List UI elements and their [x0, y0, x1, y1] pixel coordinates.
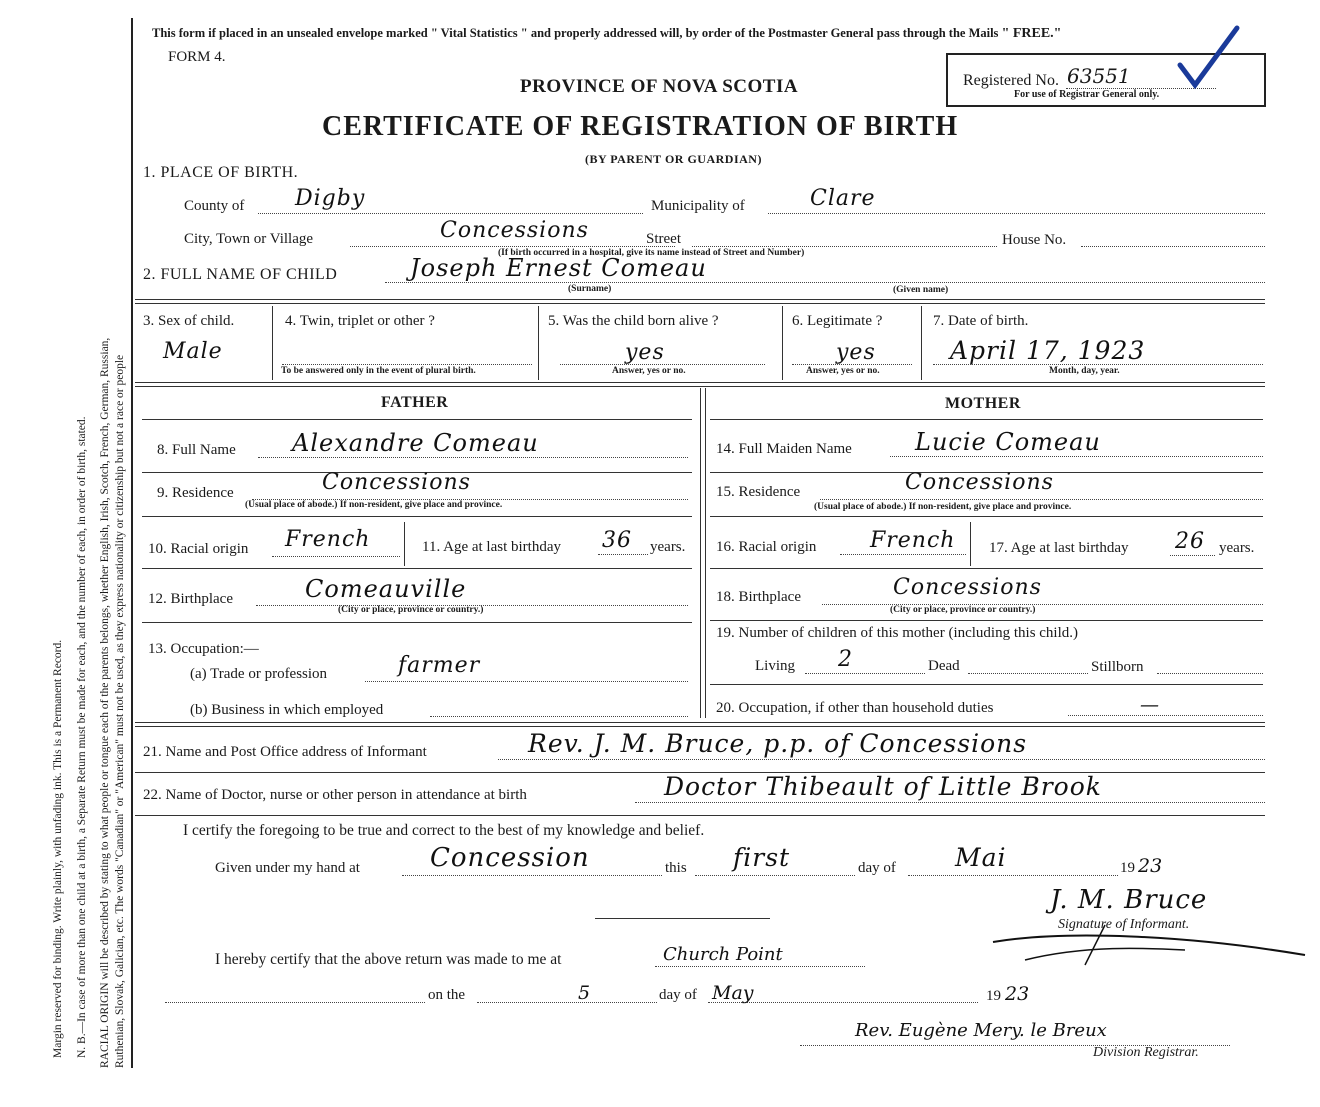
year-value: 23	[1138, 855, 1163, 877]
twin-note: To be answered only in the event of plural birth.	[281, 366, 476, 376]
mother-residence-label: 15. Residence	[716, 484, 801, 500]
on-the-value: 5	[578, 982, 591, 1004]
father-trade-label: (a) Trade or profession	[190, 666, 328, 682]
father-residence-note: (Usual place of abode.) If non-resident, give place and province.	[245, 500, 503, 510]
registered-number: 63551	[1067, 64, 1131, 88]
legitimate-note: Answer, yes or no.	[806, 366, 880, 376]
city-value: Concessions	[440, 218, 589, 243]
surname-note: (Surname)	[568, 284, 612, 294]
mother-race-label: 16. Racial origin	[716, 539, 817, 555]
margin-note-multiple-births: N. B.—In case of more than one child at a birth, a Separate Return must be made for each, and the number of each, in order of birth, stated.	[76, 416, 88, 1058]
father-race-label: 10. Racial origin	[148, 541, 249, 557]
alive-label: 5. Was the child born alive ?	[548, 313, 719, 329]
margin-rule	[131, 18, 133, 1068]
mother-age-label: 17. Age at last birthday	[989, 540, 1129, 556]
dead-label: Dead	[928, 658, 960, 674]
mother-occupation-label: 20. Occupation, if other than household duties	[716, 700, 994, 716]
legitimate-value: yes	[836, 340, 876, 365]
registrar-day-label: day of	[659, 987, 697, 1003]
registrar-signature: Rev. Eugène Mery. le Breux	[855, 1020, 1107, 1041]
county-value: Digby	[295, 186, 366, 211]
place-heading: 1. PLACE OF BIRTH.	[143, 164, 299, 181]
father-occupation-label: 13. Occupation:—	[148, 641, 259, 657]
margin-note-racial-origin-2: Ruthenian, Slovak, Galician, etc. The words "Canadian" or "American" must not be used, as they express nationality or citizenship but not a race or people	[114, 354, 126, 1068]
doctor-value: Doctor Thibeault of Little Brook	[664, 772, 1102, 801]
father-birthplace-value: Comeauville	[305, 575, 467, 603]
given-label: Given under my hand at	[215, 860, 360, 876]
dob-label: 7. Date of birth.	[933, 313, 1029, 329]
living-value: 2	[838, 647, 853, 672]
living-label: Living	[755, 658, 795, 674]
margin-note-racial-origin: RACIAL ORIGIN will be described by stating to what people or tongue each of the parents belongs, whether English, Irish, Scotch, French, German, Russian,	[99, 337, 111, 1068]
day-of-label: day of	[858, 860, 896, 876]
father-birthplace-label: 12. Birthplace	[148, 591, 233, 607]
doctor-label: 22. Name of Doctor, nurse or other person in attendance at birth	[143, 787, 527, 803]
margin-note-binding: Margin reserved for binding. Write plainly, with unfading ink. This is a Permanent Record.	[52, 639, 64, 1058]
division-registrar-label: Division Registrar.	[1093, 1045, 1199, 1060]
father-business-label: (b) Business in which employed	[190, 702, 384, 718]
sex-label: 3. Sex of child.	[143, 313, 235, 329]
dob-note: Month, day, year.	[1049, 366, 1120, 376]
father-residence-label: 9. Residence	[157, 485, 234, 501]
father-heading: FATHER	[381, 394, 449, 411]
father-name-value: Alexandre Comeau	[292, 429, 539, 457]
informant-value: Rev. J. M. Bruce, p.p. of Concessions	[528, 729, 1028, 758]
check-mark-icon	[1175, 25, 1245, 90]
certify-statement: I certify the foregoing to be true and correct to the best of my knowledge and belief.	[183, 822, 705, 839]
certificate-title: CERTIFICATE OF REGISTRATION OF BIRTH	[322, 111, 959, 142]
mother-heading: MOTHER	[945, 395, 1021, 412]
registrar-year-prefix: 19	[986, 988, 1001, 1004]
mother-name-label: 14. Full Maiden Name	[716, 441, 852, 457]
stillborn-label: Stillborn	[1091, 659, 1144, 675]
mother-race-value: French	[870, 528, 956, 553]
alive-note: Answer, yes or no.	[612, 366, 686, 376]
municipality-value: Clare	[810, 186, 876, 211]
mother-children-label: 19. Number of children of this mother (including this child.)	[716, 625, 1079, 641]
mother-residence-value: Concessions	[905, 470, 1054, 495]
month-value: Mai	[955, 843, 1007, 872]
registered-note: For use of Registrar General only.	[1014, 89, 1160, 100]
registrar-month-value: May	[712, 982, 754, 1004]
father-age-unit: years.	[650, 539, 686, 555]
free-label: " FREE."	[1001, 26, 1062, 41]
municipality-label: Municipality of	[651, 198, 745, 214]
sex-value: Male	[163, 339, 223, 364]
registrar-year-value: 23	[1005, 983, 1030, 1005]
hospital-note: (If birth occurred in a hospital, give its name instead of Street and Number)	[498, 248, 805, 258]
given-place-value: Concession	[430, 843, 590, 873]
twin-label: 4. Twin, triplet or other ?	[285, 313, 435, 329]
mother-age-value: 26	[1175, 529, 1205, 554]
informant-signature: J. M. Bruce	[1050, 885, 1208, 915]
mother-age-unit: years.	[1219, 540, 1255, 556]
informant-label: 21. Name and Post Office address of Informant	[143, 744, 427, 760]
house-label: House No.	[1002, 232, 1067, 248]
certificate-subtitle: (BY PARENT OR GUARDIAN)	[585, 152, 762, 166]
this-label: this	[665, 860, 687, 876]
father-name-label: 8. Full Name	[157, 442, 236, 458]
postal-notice: This form if placed in an unsealed envelope marked " Vital Statistics " and properly addressed will, by order of the Postmaster General pass through the Mails " FREE."	[152, 26, 1062, 41]
registrar-statement: I hereby certify that the above return was made to me at	[215, 951, 562, 968]
legitimate-label: 6. Legitimate ?	[792, 313, 883, 329]
child-name-label: 2. FULL NAME OF CHILD	[143, 266, 338, 283]
father-trade-value: farmer	[398, 653, 481, 678]
alive-value: yes	[625, 340, 665, 365]
child-name-value: Joseph Ernest Comeau	[410, 254, 707, 282]
province-heading: PROVINCE OF NOVA SCOTIA	[520, 76, 799, 97]
registrar-place-value: Church Point	[663, 944, 783, 965]
mother-birthplace-note: (City or place, province or country.)	[890, 605, 1036, 615]
on-the-label: on the	[428, 987, 466, 1003]
mother-occupation-value: —	[1140, 694, 1159, 716]
street-label: Street	[646, 231, 681, 247]
registered-label: Registered No.	[963, 72, 1059, 89]
father-residence-value: Concessions	[322, 470, 471, 495]
father-birthplace-note: (City or place, province or country.)	[338, 605, 484, 615]
father-age-label: 11. Age at last birthday	[422, 539, 561, 555]
signature-flourish-icon	[985, 900, 1315, 980]
signature-label: Signature of Informant.	[1058, 917, 1190, 932]
dob-value: April 17, 1923	[950, 336, 1146, 365]
city-label: City, Town or Village	[184, 231, 314, 247]
year-prefix: 19	[1120, 860, 1135, 876]
mother-birthplace-label: 18. Birthplace	[716, 589, 801, 605]
form-number: FORM 4.	[168, 49, 226, 65]
this-value: first	[733, 843, 791, 872]
father-race-value: French	[285, 527, 371, 552]
mother-birthplace-value: Concessions	[893, 575, 1042, 600]
father-age-value: 36	[602, 528, 632, 553]
given-name-note: (Given name)	[893, 285, 949, 295]
mother-name-value: Lucie Comeau	[915, 428, 1101, 456]
mother-residence-note: (Usual place of abode.) If non-resident, give place and province.	[814, 502, 1072, 512]
county-label: County of	[184, 198, 245, 214]
